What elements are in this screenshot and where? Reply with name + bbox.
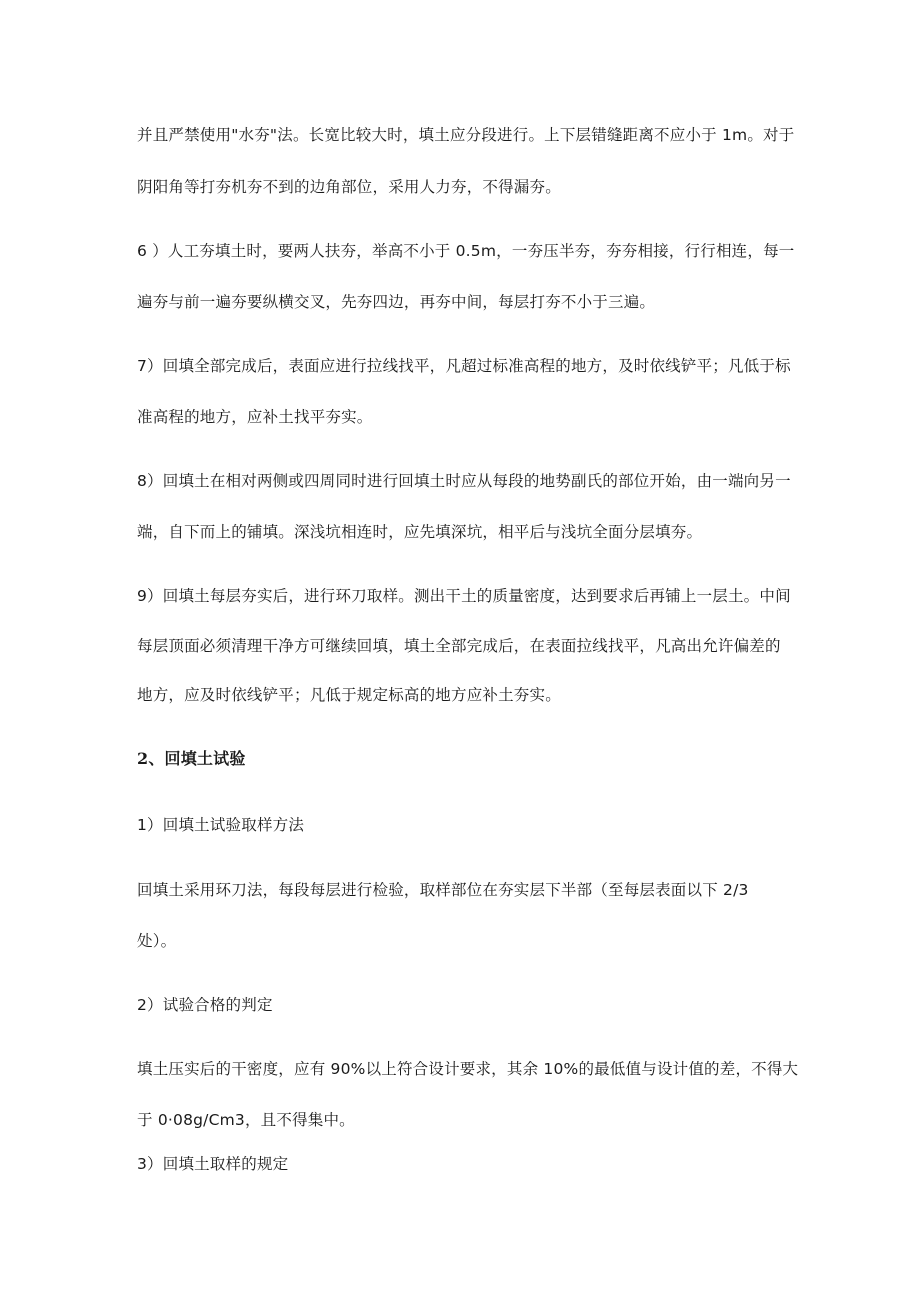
- paragraph-5-line-1: 并且严禁使用"水夯"法。长宽比较大时，填土应分段进行。上下层错缝距离不应小于 1m。对于: [137, 126, 795, 144]
- subsection-3-title: 3）回填土取样的规定: [137, 1155, 289, 1173]
- paragraph-8-line-1: 8）回填土在相对两侧或四周同时进行回填土时应从每段的地势副氏的部位开始，由一端向另一: [137, 472, 791, 490]
- subsection-2-title: 2）试验合格的判定: [137, 996, 273, 1014]
- subsection-1-line-1: 回填土采用环刀法，每段每层进行检验，取样部位在夯实层下半部（至每层表面以下 2/3: [137, 881, 749, 899]
- paragraph-9-line-2: 每层顶面必须清理干净方可继续回填，填土全部完成后，在表面拉线找平，凡高出允许偏差的: [137, 637, 781, 655]
- paragraph-9-line-3: 地方，应及时依线铲平；凡低于规定标高的地方应补土夯实。: [137, 686, 561, 704]
- paragraph-6-line-2: 遍夯与前一遍夯要纵横交叉，先夯四边，再夯中间，每层打夯不小于三遍。: [137, 293, 656, 311]
- paragraph-7-line-1: 7）回填全部完成后，表面应进行拉线找平，凡超过标准高程的地方，及时依线铲平；凡低于标: [137, 357, 791, 375]
- subsection-2-line-1: 填土压实后的干密度，应有 90%以上符合设计要求，其余 10%的最低值与设计值的差，不得大: [137, 1060, 799, 1078]
- paragraph-6-line-1: 6 ）人工夯填土时，要两人扶夯，举高不小于 0.5m，一夯压半夯，夯夯相接，行行相连，每一: [137, 242, 795, 260]
- paragraph-9-line-1: 9）回填土每层夯实后，进行环刀取样。测出干土的质量密度，达到要求后再铺上一层土。中间: [137, 587, 791, 605]
- paragraph-8-line-2: 端，自下而上的铺填。深浅坑相连时，应先填深坑，相平后与浅坑全面分层填夯。: [137, 523, 703, 541]
- subsection-1-title: 1）回填土试验取样方法: [137, 816, 305, 834]
- paragraph-7-line-2: 准高程的地方，应补土找平夯实。: [137, 408, 373, 426]
- paragraph-5-line-2: 阴阳角等打夯机夯不到的边角部位，采用人力夯，不得漏夯。: [137, 178, 561, 196]
- subsection-1-line-2: 处）。: [137, 932, 177, 950]
- subsection-2-line-2: 于 0·08g/Cm3，且不得集中。: [137, 1111, 355, 1129]
- section-heading: 2、回填土试验: [137, 749, 246, 768]
